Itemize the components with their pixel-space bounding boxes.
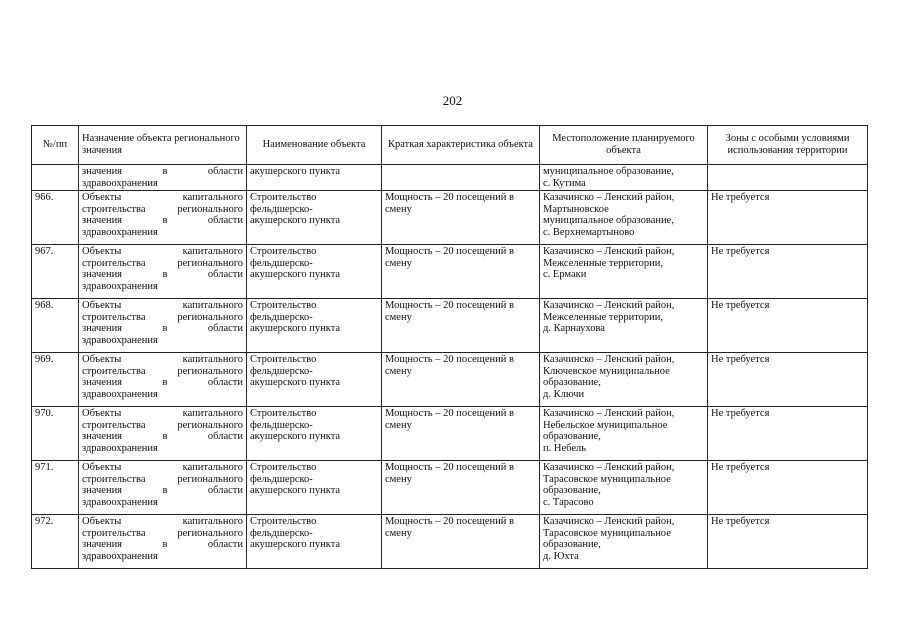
row-location-line: д. Ключи <box>543 388 585 400</box>
row-name-line: акушерского пункта <box>250 215 341 227</box>
row-name-line: фельдшерско- <box>250 473 313 485</box>
continuation-characteristic <box>382 165 540 191</box>
row-name-line: Строительство <box>250 516 317 528</box>
row-purpose <box>79 515 247 569</box>
row-location-line: Казачинско – Ленский район, <box>543 462 675 474</box>
row-name-line: Строительство <box>250 354 317 366</box>
row-zones: Не требуется <box>708 461 868 515</box>
table-row <box>32 299 868 353</box>
row-purpose <box>79 353 247 407</box>
objects-table <box>31 125 868 569</box>
header-location: Местоположение планируемого объекта <box>540 126 708 165</box>
row-zones: Не требуется <box>708 191 868 245</box>
row-location-line: Ключевское муниципальное <box>543 365 670 377</box>
row-purpose-line: строительства регионального <box>82 203 243 215</box>
row-name-line: фельдшерско- <box>250 311 313 323</box>
row-purpose-line: Объекты капитального <box>82 192 243 204</box>
row-purpose-line: Объекты капитального <box>82 516 243 528</box>
row-purpose-line: значения в области <box>82 539 243 551</box>
row-purpose-line: значения в области <box>82 485 243 497</box>
page-number: 202 <box>442 93 463 108</box>
row-name-line: акушерского пункта <box>250 431 341 443</box>
row-characteristic: Мощность – 20 посещений в смену <box>382 461 540 515</box>
row-location <box>540 515 708 569</box>
row-number: 967. <box>32 245 79 299</box>
continuation-purpose <box>79 165 247 191</box>
row-location-line: Мартыновское <box>543 203 609 215</box>
row-name-line: Строительство <box>250 192 317 204</box>
row-name-line: Строительство <box>250 300 317 312</box>
header-purpose <box>79 126 247 165</box>
row-name-line: фельдшерско- <box>250 203 313 215</box>
row-location-line: Казачинско – Ленский район, <box>543 516 675 528</box>
row-purpose-line: здравоохранения <box>82 226 158 238</box>
row-purpose-line: значения в области <box>82 215 243 227</box>
row-purpose-line: здравоохранения <box>82 550 158 562</box>
row-characteristic: Мощность – 20 посещений в смену <box>382 515 540 569</box>
row-location-line: Тарасовское муниципальное <box>543 473 671 485</box>
row-name <box>247 191 382 245</box>
row-location <box>540 407 708 461</box>
row-purpose <box>79 407 247 461</box>
row-name-line: фельдшерско- <box>250 257 313 269</box>
row-purpose-line: Объекты капитального <box>82 300 243 312</box>
row-location-line: образование, <box>543 485 601 497</box>
row-purpose <box>79 191 247 245</box>
row-name-line: Строительство <box>250 246 317 258</box>
row-location <box>540 353 708 407</box>
continuation-location <box>540 165 708 191</box>
table-header-row <box>32 126 868 165</box>
row-location <box>540 299 708 353</box>
row-name <box>247 353 382 407</box>
table-row <box>32 461 868 515</box>
row-location-line: Межселенные территории, <box>543 311 664 323</box>
continuation-name: акушерского пункта <box>247 165 382 191</box>
row-number: 968. <box>32 299 79 353</box>
row-location <box>540 461 708 515</box>
row-purpose <box>79 461 247 515</box>
row-zones: Не требуется <box>708 407 868 461</box>
row-location-line: образование, <box>543 539 601 551</box>
row-purpose <box>79 299 247 353</box>
row-purpose-line: строительства регионального <box>82 419 243 431</box>
continuation-location-line1: муниципальное образование, <box>543 166 674 177</box>
row-name <box>247 407 382 461</box>
row-location-line: образование, <box>543 377 601 389</box>
row-zones: Не требуется <box>708 353 868 407</box>
row-characteristic: Мощность – 20 посещений в смену <box>382 299 540 353</box>
row-location-line: Тарасовское муниципальное <box>543 527 671 539</box>
row-purpose-line: Объекты капитального <box>82 462 243 474</box>
header-num: №/пп <box>32 126 79 165</box>
row-purpose-line: Объекты капитального <box>82 246 243 258</box>
row-location-line: Межселенные территории, <box>543 257 664 269</box>
row-zones: Не требуется <box>708 515 868 569</box>
continuation-purpose-line2: здравоохранения <box>82 177 158 189</box>
row-location-line: п. Небель <box>543 442 587 454</box>
row-characteristic: Мощность – 20 посещений в смену <box>382 191 540 245</box>
row-purpose-line: строительства регионального <box>82 473 243 485</box>
row-location-line: Казачинско – Ленский район, <box>543 354 675 366</box>
row-purpose-line: здравоохранения <box>82 496 158 508</box>
continuation-purpose-line1: значения в области <box>82 166 243 177</box>
continuation-zones <box>708 165 868 191</box>
row-name-line: акушерского пункта <box>250 269 341 281</box>
row-name-line: Строительство <box>250 408 317 420</box>
continuation-num <box>32 165 79 191</box>
row-zones: Не требуется <box>708 299 868 353</box>
row-location-line: с. Верхнемартыново <box>543 226 635 238</box>
row-location-line: с. Ермаки <box>543 269 587 281</box>
row-location-line: д. Юхта <box>543 550 579 562</box>
row-name-line: акушерского пункта <box>250 377 341 389</box>
row-number: 970. <box>32 407 79 461</box>
row-purpose-line: значения в области <box>82 377 243 389</box>
table-row <box>32 245 868 299</box>
row-name <box>247 245 382 299</box>
row-purpose <box>79 245 247 299</box>
table-row <box>32 407 868 461</box>
row-name-line: акушерского пункта <box>250 539 341 551</box>
continuation-location-line2: с. Кутима <box>543 177 586 189</box>
row-zones: Не требуется <box>708 245 868 299</box>
row-name-line: фельдшерско- <box>250 365 313 377</box>
row-location-line: с. Тарасово <box>543 496 594 508</box>
row-purpose-line: значения в области <box>82 323 243 335</box>
continuation-row <box>32 165 868 191</box>
row-location-line: д. Карнаухова <box>543 323 605 335</box>
row-location <box>540 191 708 245</box>
row-purpose-line: здравоохранения <box>82 388 158 400</box>
row-purpose-line: значения в области <box>82 269 243 281</box>
row-purpose-line: строительства регионального <box>82 257 243 269</box>
header-name: Наименование объекта <box>247 126 382 165</box>
row-location-line: Казачинско – Ленский район, <box>543 246 675 258</box>
row-purpose-line: здравоохранения <box>82 280 158 292</box>
row-location-line: Казачинско – Ленский район, <box>543 192 675 204</box>
row-name-line: фельдшерско- <box>250 419 313 431</box>
header-characteristic: Краткая характеристика объекта <box>382 126 540 165</box>
row-number: 972. <box>32 515 79 569</box>
row-purpose-line: строительства регионального <box>82 311 243 323</box>
row-purpose-line: значения в области <box>82 431 243 443</box>
row-name-line: Строительство <box>250 462 317 474</box>
row-name-line: акушерского пункта <box>250 485 341 497</box>
row-name-line: фельдшерско- <box>250 527 313 539</box>
row-name <box>247 461 382 515</box>
row-location-line: образование, <box>543 431 601 443</box>
row-purpose-line: строительства регионального <box>82 527 243 539</box>
row-number: 971. <box>32 461 79 515</box>
table-row <box>32 353 868 407</box>
row-purpose-line: строительства регионального <box>82 365 243 377</box>
row-purpose-line: здравоохранения <box>82 442 158 454</box>
row-name-line: акушерского пункта <box>250 323 341 335</box>
row-characteristic: Мощность – 20 посещений в смену <box>382 407 540 461</box>
header-zones: Зоны с особыми условиями использования территории <box>708 126 868 165</box>
row-name <box>247 299 382 353</box>
row-location-line: муниципальное образование, <box>543 215 674 227</box>
table-row <box>32 191 868 245</box>
row-location-line: Казачинско – Ленский район, <box>543 300 675 312</box>
row-purpose-line: Объекты капитального <box>82 408 243 420</box>
row-location <box>540 245 708 299</box>
row-number: 966. <box>32 191 79 245</box>
row-name <box>247 515 382 569</box>
row-purpose-line: здравоохранения <box>82 334 158 346</box>
row-number: 969. <box>32 353 79 407</box>
row-characteristic: Мощность – 20 посещений в смену <box>382 245 540 299</box>
row-purpose-line: Объекты капитального <box>82 354 243 366</box>
header-purpose-text: Назначение объекта регионального значения <box>82 133 240 156</box>
table-row <box>32 515 868 569</box>
row-location-line: Небельское муниципальное <box>543 419 668 431</box>
row-characteristic: Мощность – 20 посещений в смену <box>382 353 540 407</box>
row-location-line: Казачинско – Ленский район, <box>543 408 675 420</box>
